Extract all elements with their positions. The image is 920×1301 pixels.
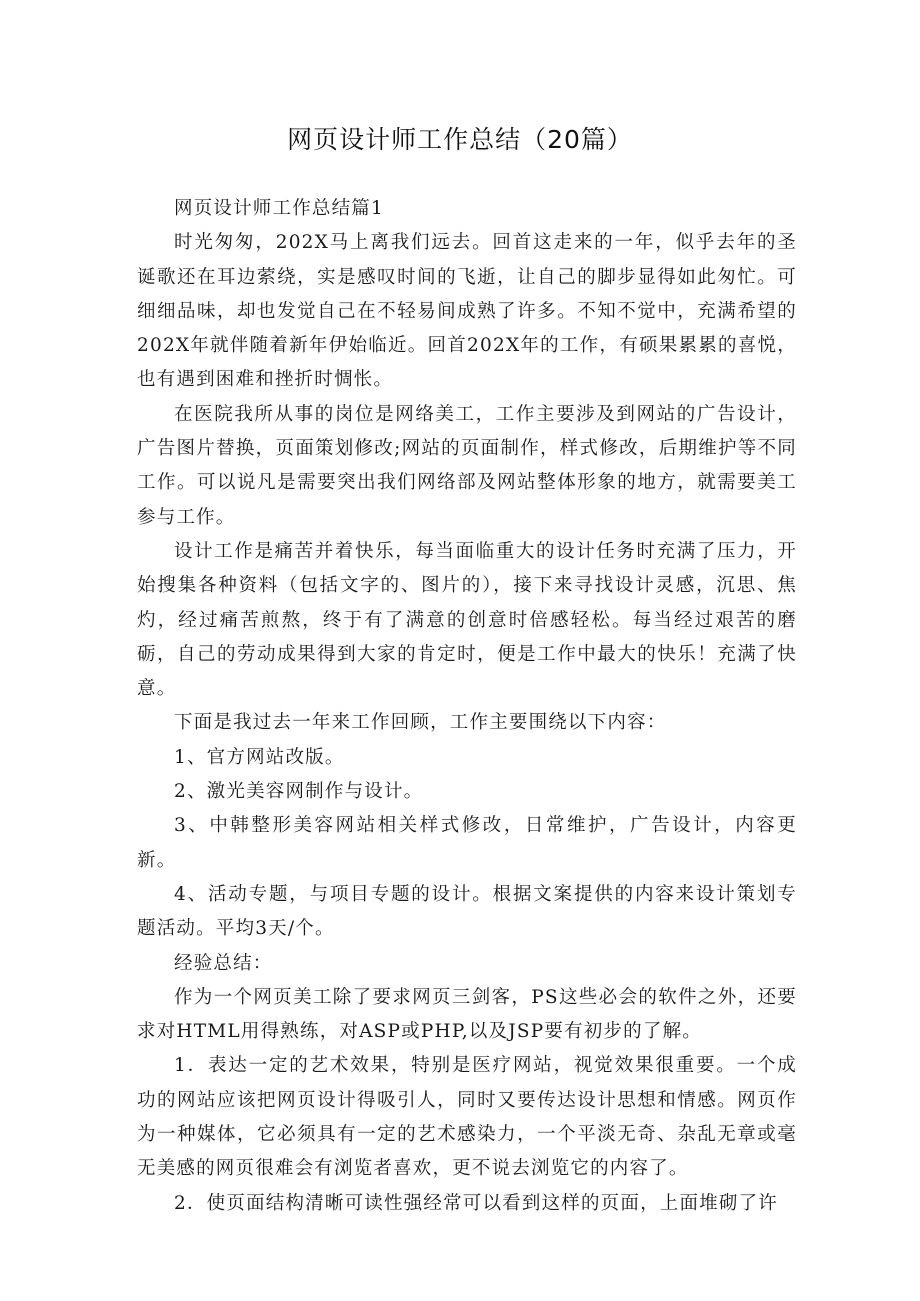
paragraph: 2．使页面结构清晰可读性强经常可以看到这样的页面，上面堆砌了许 — [174, 1192, 778, 1214]
paragraph: 在医院我所从事的岗位是网络美工，工作主要涉及到网站的广告设计，广告图片替换，页面策划修改;网站的页面制作，样式修改，后期维护等不同工作。可以说凡是需要突出我们网络部及网站整体形象的地方，就需要美工参与工作。 — [137, 403, 797, 528]
document-body — [137, 192, 797, 1221]
list-item: 1、官方网站改版。 — [174, 746, 345, 768]
paragraph: 设计工作是痛苦并着快乐，每当面临重大的设计任务时充满了压力，开始搜集各种资料（包括文字的、图片的），接下来寻找设计灵感，沉思、焦灼，经过痛苦煎熬，终于有了满意的创意时倍感轻松。每当经过艰苦的磨砺，自己的劳动成果得到大家的肯定时，便是工作中最大的快乐！充满了快意。 — [137, 540, 797, 700]
list-item: 3、中韩整形美容网站相关样式修改，日常维护，广告设计，内容更新。 — [137, 815, 797, 871]
list-item: 2、激光美容网制作与设计。 — [174, 781, 424, 803]
paragraph: 时光匆匆，202X马上离我们远去。回首这走来的一年，似乎去年的圣诞歌还在耳边萦绕，实是感叹时间的飞逝，让自己的脚步显得如此匆忙。可细细品味，却也发觉自己在不轻易间成熟了许多。不知不觉中，充满希望的202X年就伴随着新年伊始临近。回首202X年的工作，有硕果累累的喜悦，也有遇到困难和挫折时惆怅。 — [137, 232, 797, 391]
section-heading: 网页设计师工作总结篇1 — [174, 198, 384, 219]
paragraph: 1．表达一定的艺术效果，特别是医疗网站，视觉效果很重要。一个成功的网站应该把网页设计得吸引人，同时又要传达设计思想和情感。网页作为一种媒体，它必须具有一定的艺术感染力，一个平淡无奇、杂乱无章或毫无美感的网页很难会有浏览者喜欢，更不说去浏览它的内容了。 — [137, 1055, 797, 1180]
paragraph: 作为一个网页美工除了要求网页三剑客，PS这些必会的软件之外，还要求对HTML用得熟练，对ASP或PHP,以及JSP要有初步的了解。 — [137, 986, 797, 1043]
document-title: 网页设计师工作总结（20篇） — [287, 125, 633, 154]
paragraph: 下面是我过去一年来工作回顾，工作主要围绕以下内容： — [174, 712, 667, 734]
list-item: 4、活动专题，与项目专题的设计。根据文案提供的内容来设计策划专题活动。平均3天/个。 — [137, 883, 797, 940]
subheading: 经验总结： — [174, 952, 273, 974]
